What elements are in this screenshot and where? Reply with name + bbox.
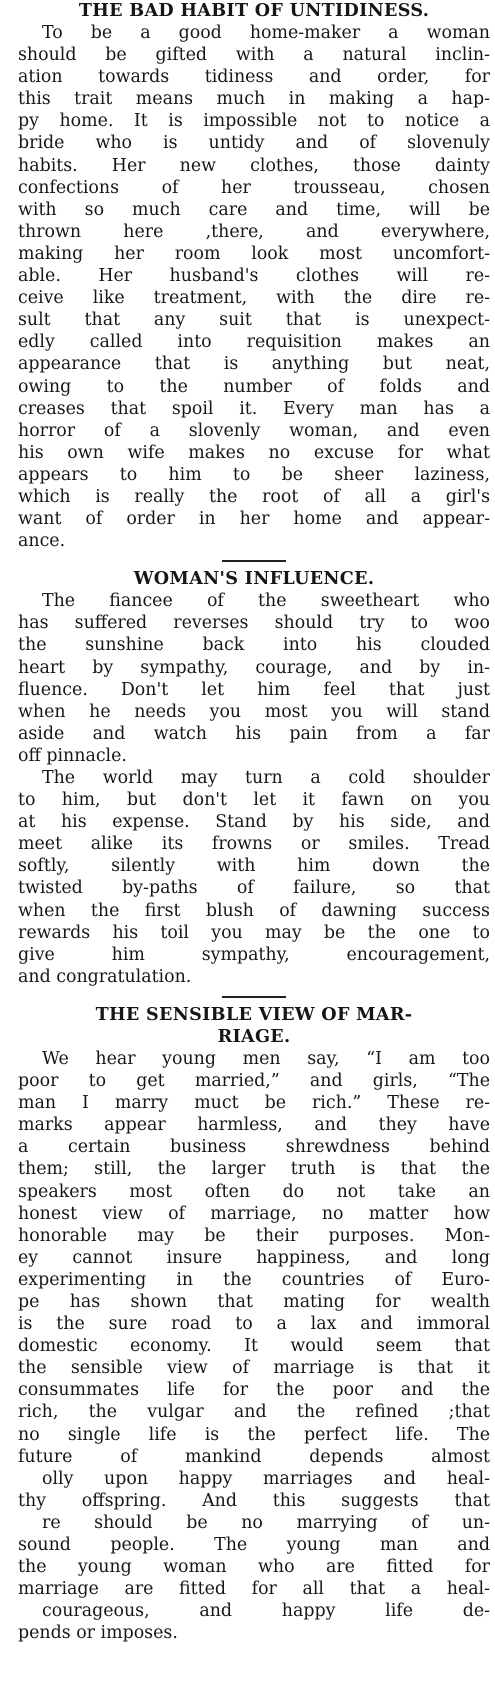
text-line: To be a good home-maker a woman bbox=[42, 23, 490, 43]
section-divider bbox=[222, 996, 286, 998]
article-body bbox=[18, 590, 490, 988]
text-line: pends or imposes. bbox=[18, 1623, 178, 1644]
text-line: which is really the root of all a girl's bbox=[18, 486, 490, 507]
text-line: softly, silently with him down the bbox=[18, 856, 490, 877]
text-line: rich, the vulgar and the refined ;that bbox=[18, 1402, 490, 1423]
text-line: edly called into requisition makes an bbox=[18, 332, 490, 353]
article-heading: THE BAD HABIT OF UNTIDINESS. bbox=[78, 0, 430, 21]
article-heading-continuation: RIAGE. bbox=[217, 1025, 291, 1047]
article-body bbox=[18, 1048, 490, 1645]
text-line: marks appear harmless, and they have bbox=[18, 1115, 490, 1136]
text-line: man I marry muct be rich.” These re- bbox=[18, 1093, 490, 1114]
text-line: horror of a slovenly woman, and even bbox=[18, 420, 490, 441]
text-line: thrown here ,there, and everywhere, bbox=[18, 221, 490, 242]
text-line: poor to get married,” and girls, “The bbox=[18, 1071, 490, 1092]
text-line: We hear young men say, “I am too bbox=[42, 1048, 490, 1069]
text-line: experimenting in the countries of Euro- bbox=[18, 1269, 490, 1290]
text-line: the sunshine back into his clouded bbox=[18, 635, 490, 656]
text-line: fluence. Don't let him feel that just bbox=[18, 679, 490, 700]
text-line: and congratulation. bbox=[18, 966, 192, 987]
text-line: ance. bbox=[18, 531, 66, 552]
text-line: py home. It is impossible not to notice a bbox=[18, 111, 490, 132]
text-line: olly upon happy marriages and heal- bbox=[42, 1468, 490, 1489]
text-line: confections of her trousseau, chosen bbox=[18, 177, 490, 198]
text-line: rewards his toil you may be the one to bbox=[18, 922, 490, 943]
text-line: future of mankind depends almost bbox=[18, 1446, 490, 1467]
text-line: is the sure road to a lax and immoral bbox=[18, 1314, 490, 1335]
text-line: domestic economy. It would seem that bbox=[18, 1336, 490, 1357]
text-line: when the first blush of dawning success bbox=[18, 900, 490, 921]
text-line: speakers most often do not take an bbox=[18, 1181, 490, 1202]
text-line: a certain business shrewdness behind bbox=[18, 1137, 490, 1158]
article-heading: WOMAN'S INFLUENCE. bbox=[133, 568, 375, 590]
text-line: twisted by-paths of failure, so that bbox=[18, 878, 490, 899]
section-divider bbox=[222, 560, 286, 562]
text-line: no single life is the perfect life. The bbox=[18, 1424, 490, 1445]
article-womans-influence bbox=[18, 568, 490, 988]
text-line: when he needs you most you will stand bbox=[18, 701, 490, 722]
text-line: making her room look most uncomfort- bbox=[18, 243, 490, 264]
text-line: should be gifted with a natural inclin- bbox=[18, 45, 490, 66]
text-line: thy offspring. And this suggests that bbox=[18, 1490, 490, 1511]
text-line: heart by sympathy, courage, and by in- bbox=[18, 657, 490, 678]
text-line: ation towards tidiness and order, for bbox=[18, 67, 490, 88]
text-line: sound people. The young man and bbox=[18, 1535, 490, 1555]
text-line: want of order in her home and appear- bbox=[18, 509, 490, 530]
text-line: off pinnacle. bbox=[18, 745, 127, 766]
text-line: owing to the number of folds and bbox=[18, 376, 490, 397]
text-line: honest view of marriage, no matter how bbox=[18, 1203, 490, 1224]
text-line: appearance that is anything but neat, bbox=[18, 354, 490, 375]
text-line: them; still, the larger truth is that the bbox=[18, 1159, 490, 1180]
text-line: sult that any suit that is unexpect- bbox=[18, 310, 490, 331]
text-line: to him, but don't let it fawn on you bbox=[18, 790, 490, 811]
text-line: The world may turn a cold shoulder bbox=[42, 768, 490, 788]
text-line: meet alike its frowns or smiles. Tread bbox=[18, 834, 490, 855]
article-sensible-view-of-marriage bbox=[18, 1004, 490, 1645]
text-line: his own wife makes no excuse for what bbox=[18, 442, 490, 463]
text-line: re should be no marrying of un- bbox=[42, 1512, 490, 1533]
text-line: at his expense. Stand by his side, and bbox=[18, 812, 490, 833]
text-line: aside and watch his pain from a far bbox=[18, 723, 490, 744]
text-line: ceive like treatment, with the dire re- bbox=[18, 288, 490, 309]
text-line: marriage are fitted for all that a heal- bbox=[18, 1579, 490, 1600]
article-heading: THE SENSIBLE VIEW OF MAR- bbox=[95, 1003, 413, 1025]
text-line: the sensible view of marriage is that it bbox=[18, 1358, 490, 1379]
text-line: honorable may be their purposes. Mon- bbox=[18, 1225, 490, 1246]
article-untidiness bbox=[18, 0, 490, 552]
text-line: with so much care and time, will be bbox=[18, 199, 490, 220]
text-line: ey cannot insure happiness, and long bbox=[18, 1247, 490, 1268]
text-line: has suffered reverses should try to woo bbox=[18, 613, 490, 634]
text-line: able. Her husband's clothes will re- bbox=[18, 266, 490, 287]
newspaper-column bbox=[18, 0, 490, 1644]
text-line: appears to him to be sheer laziness, bbox=[18, 464, 490, 485]
text-line: this trait means much in making a hap- bbox=[18, 89, 490, 110]
article-body bbox=[18, 22, 490, 552]
text-line: The fiancee of the sweetheart who bbox=[42, 591, 490, 612]
text-line: bride who is untidy and of slovenuly bbox=[18, 133, 490, 154]
text-line: courageous, and happy life de- bbox=[42, 1601, 490, 1622]
text-line: habits. Her new clothes, those dainty bbox=[18, 155, 490, 176]
text-line: the young woman who are fitted for bbox=[18, 1557, 490, 1578]
text-line: pe has shown that mating for wealth bbox=[18, 1291, 490, 1312]
text-line: creases that spoil it. Every man has a bbox=[18, 398, 490, 419]
text-line: give him sympathy, encouragement, bbox=[18, 944, 490, 965]
text-line: consummates life for the poor and the bbox=[18, 1380, 490, 1401]
